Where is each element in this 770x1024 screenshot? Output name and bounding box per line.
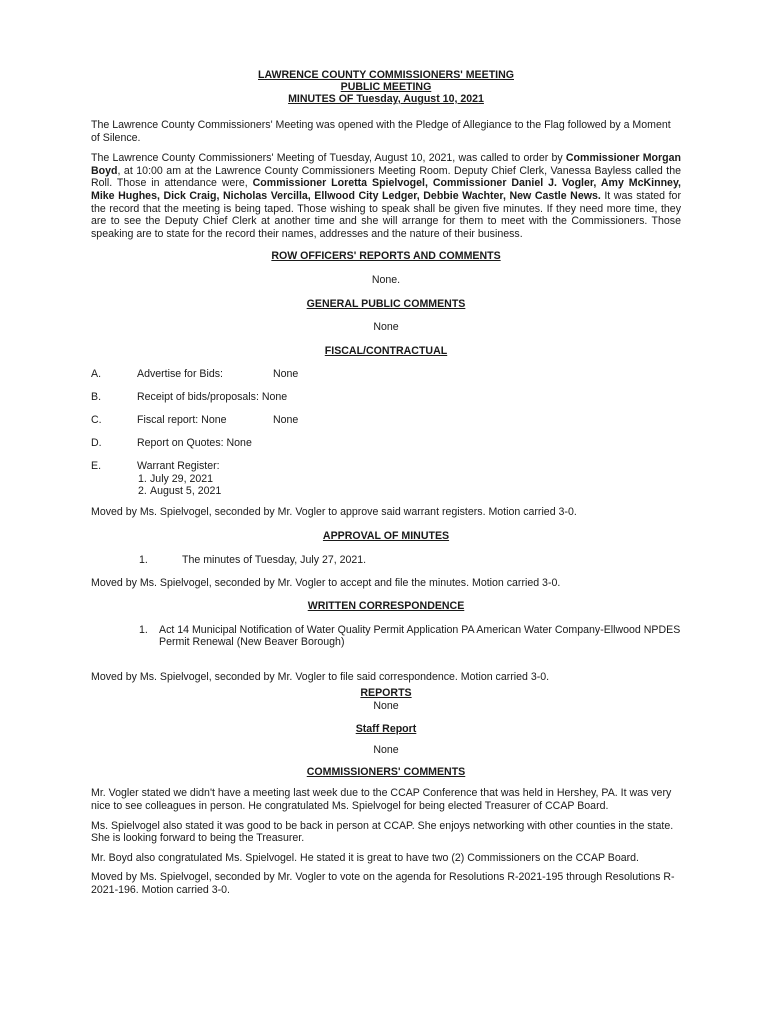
approval-motion: Moved by Ms. Spielvogel, seconded by Mr. Vogler to accept and file the minutes. Motion carried 3-0.	[91, 576, 561, 589]
general-public-body: None	[373, 321, 399, 334]
correspondence-text: Act 14 Municipal Notification of Water Quality Permit Application PA American Water Company-Ellwood NPDES Permit Renewal (New Beaver Borough)	[159, 623, 681, 649]
row-officers-heading: ROW OFFICERS' REPORTS AND COMMENTS	[271, 250, 501, 263]
warrant-number: 1.	[138, 473, 147, 486]
warrant-item	[91, 485, 681, 497]
fiscal-item-label: Advertise for Bids:	[137, 368, 223, 381]
resolutions-motion: Moved by Ms. Spielvogel, seconded by Mr. Vogler to vote on the agenda for Resolutions R-2021-195 through Resolutions R-2021-196. Motion carried 3-0.	[91, 871, 675, 896]
fiscal-item-label: Report on Quotes: None	[137, 437, 252, 450]
title-line-2: PUBLIC MEETING	[340, 81, 432, 93]
fiscal-item-e	[91, 460, 681, 473]
fiscal-item-letter: D.	[91, 437, 102, 450]
fiscal-item-label: Fiscal report: None	[137, 414, 227, 427]
fiscal-item-value: None	[273, 414, 299, 427]
approval-item	[91, 554, 681, 567]
fiscal-item-d	[91, 437, 681, 450]
approval-heading: APPROVAL OF MINUTES	[322, 529, 450, 542]
fiscal-item-b	[91, 391, 681, 404]
reports-heading: REPORTS	[360, 687, 412, 700]
approval-number: 1.	[139, 553, 148, 566]
warrant-date: July 29, 2021	[150, 473, 214, 486]
fiscal-item-value: None	[273, 368, 299, 381]
presiding-commissioner: Commissioner Morgan Boyd	[91, 152, 681, 177]
correspondence-heading: WRITTEN CORRESPONDENCE	[307, 600, 465, 613]
fiscal-item-c	[91, 414, 681, 427]
document-content	[91, 69, 681, 897]
correspondence-number: 1.	[139, 623, 148, 636]
warrant-number: 2.	[138, 485, 147, 498]
fiscal-item-label: Warrant Register:	[137, 460, 220, 473]
fiscal-item-a	[91, 368, 681, 381]
warrant-item	[91, 473, 681, 485]
fiscal-item-letter: E.	[91, 460, 102, 473]
commissioners-heading: COMMISSIONERS' COMMENTS	[306, 765, 466, 778]
warrant-motion: Moved by Ms. Spielvogel, seconded by Mr. Vogler to approve said warrant registers. Motion carried 3-0.	[91, 506, 577, 519]
warrant-date: August 5, 2021	[150, 485, 222, 498]
row-officers-body: None.	[371, 273, 401, 286]
reports-body: None	[373, 700, 399, 713]
intro-text-a: The Lawrence County Commissioners' Meeting of Tuesday, August 10, 2021, was called to order by	[91, 152, 566, 165]
approval-text: The minutes of Tuesday, July 27, 2021.	[182, 553, 367, 566]
commissioners-comment-1: Mr. Vogler stated we didn't have a meeting last week due to the CCAP Conference that was held in Hershey, PA. It was very nice to see colleagues in person. He congratulated Ms. Spielvogel for being elected Treasurer of CCAP Board.	[91, 787, 672, 813]
staff-report-body: None	[373, 744, 399, 757]
fiscal-item-letter: B.	[91, 391, 102, 404]
commissioners-comment-3: Mr. Boyd also congratulated Ms. Spielvogel. He stated it is great to have two (2) Commissioners on the CCAP Board.	[91, 851, 639, 864]
intro-text-e: It was stated for the record that the meeting is being taped. Those wishing to speak shall be given five minutes. If they need more time, they are to see the Deputy Chief Clerk at another time and she will arrange for them to meet with the Commissioners. Those speaking are to state for the record their names, addresses and the nature of their business.	[91, 189, 681, 240]
fiscal-item-label: Receipt of bids/proposals: None	[137, 391, 288, 404]
title-line-1: LAWRENCE COUNTY COMMISSIONERS' MEETING	[258, 69, 514, 81]
intro-text-c: , at 10:00 am at the Lawrence County Commissioners Meeting Room. Deputy Chief Clerk, Vanessa Bayless called the Roll. Those in attendance were,	[91, 164, 681, 190]
title-line-3: MINUTES OF Tuesday, August 10, 2021	[288, 93, 484, 105]
fiscal-item-letter: A.	[91, 368, 102, 381]
general-public-heading: GENERAL PUBLIC COMMENTS	[306, 297, 466, 310]
correspondence-item	[91, 624, 681, 649]
attendees-list: Commissioner Loretta Spielvogel, Commissioner Daniel J. Vogler, Amy McKinney, Mike Hughes, Dick Craig, Nicholas Vercilla, Ellwood City Ledger, Debbie Wachter, New Castle News.	[91, 177, 681, 202]
fiscal-heading: FISCAL/CONTRACTUAL	[324, 344, 448, 357]
staff-report-heading: Staff Report	[355, 722, 417, 735]
intro-paragraph-1: The Lawrence County Commissioners' Meeting was opened with the Pledge of Allegiance to the Flag followed by a Moment of Silence.	[91, 119, 671, 144]
intro-paragraph-2	[91, 152, 681, 240]
fiscal-item-letter: C.	[91, 414, 102, 427]
commissioners-comment-2: Ms. Spielvogel also stated it was good to be back in person at CCAP. She enjoys networking with other counties in the state. She is looking forward to being the Treasurer.	[91, 819, 674, 845]
correspondence-motion: Moved by Ms. Spielvogel, seconded by Mr. Vogler to file said correspondence. Motion carried 3-0.	[91, 670, 550, 683]
